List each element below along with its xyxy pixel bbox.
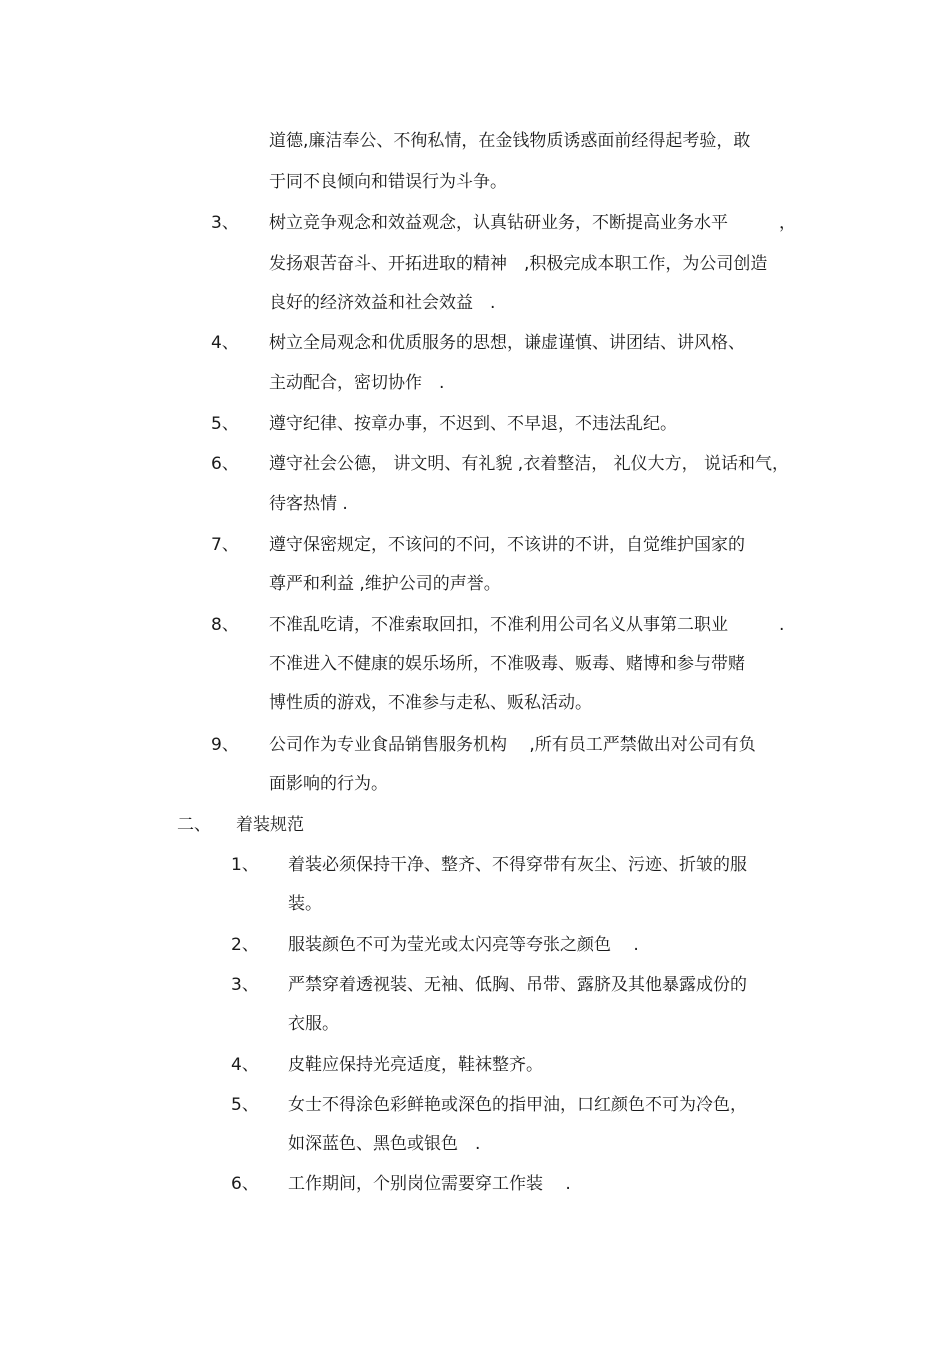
list-item-number: 4、 xyxy=(211,333,239,353)
list-item-line: 工作期间，个别岗位需要穿工作装 . xyxy=(288,1174,571,1194)
list-item-line: 着装必须保持干净、整齐、不得穿带有灰尘、污迹、折皱的服 xyxy=(288,855,747,875)
list-item-line: 尊严和利益 ,维护公司的声誉。 xyxy=(269,574,501,594)
list-item-line: 女士不得涂色彩鲜艳或深色的指甲油，口红颜色不可为冷色， xyxy=(288,1095,747,1115)
list-item-line: 主动配合，密切协作 . xyxy=(269,373,445,393)
list-item-line: 如深蓝色、黑色或银色 . xyxy=(288,1134,481,1154)
list-item-line: 严禁穿着透视装、无袖、低胸、吊带、露脐及其他暴露成份的 xyxy=(288,975,747,995)
list-item-line: 发扬艰苦奋斗、开拓进取的精神 ,积极完成本职工作，为公司创造 xyxy=(269,254,768,274)
list-item-line: 待客热情 . xyxy=(269,494,348,514)
list-item-number: 2、 xyxy=(231,935,259,955)
list-item-number: 3、 xyxy=(211,213,239,233)
section-title: 着装规范 xyxy=(236,815,304,835)
list-item-line: 皮鞋应保持光亮适度，鞋袜整齐。 xyxy=(288,1055,543,1075)
list-item-number: 5、 xyxy=(231,1095,259,1115)
list-item-number: 7、 xyxy=(211,535,239,555)
list-item-line: 良好的经济效益和社会效益 . xyxy=(269,293,496,313)
list-item-line: 遵守社会公德， 讲文明、有礼貌 ,衣着整洁， 礼仪大方， 说话和气， xyxy=(269,454,790,474)
list-item-number: 3、 xyxy=(231,975,259,995)
list-item-line: 遵守纪律、按章办事，不迟到、不早退，不违法乱纪。 xyxy=(269,414,677,434)
list-item-number: 4、 xyxy=(231,1055,259,1075)
list-item-number: 6、 xyxy=(211,454,239,474)
list-item-line: 树立竞争观念和效益观念，认真钻研业务，不断提高业务水平 ， xyxy=(269,213,796,233)
list-item-line: 博性质的游戏，不准参与走私、贩私活动。 xyxy=(269,693,592,713)
carry-over-line-1: 道德,廉洁奉公、不徇私情，在金钱物质诱惑面前经得起考验，敢 xyxy=(269,131,751,151)
list-item-number: 9、 xyxy=(211,735,239,755)
list-item-line: 不准进入不健康的娱乐场所，不准吸毒、贩毒、赌博和参与带赌 xyxy=(269,654,745,674)
list-item-line: 遵守保密规定，不该问的不问，不该讲的不讲，自觉维护国家的 xyxy=(269,535,745,555)
list-item-number: 5、 xyxy=(211,414,239,434)
list-item-line: 面影响的行为。 xyxy=(269,774,388,794)
list-item-number: 8、 xyxy=(211,615,239,635)
list-item-number: 1、 xyxy=(231,855,259,875)
list-item-line: 树立全局观念和优质服务的思想，谦虚谨慎、讲团结、讲风格、 xyxy=(269,333,745,353)
list-item-line: 装。 xyxy=(288,894,322,914)
carry-over-line-2: 于同不良倾向和错误行为斗争。 xyxy=(269,172,507,192)
list-item-line: 不准乱吃请，不准索取回扣，不准利用公司名义从事第二职业 . xyxy=(269,615,785,635)
section-number: 二、 xyxy=(177,815,211,835)
list-item-number: 6、 xyxy=(231,1174,259,1194)
list-item-line: 衣服。 xyxy=(288,1014,339,1034)
list-item-line: 公司作为专业食品销售服务机构 ,所有员工严禁做出对公司有负 xyxy=(269,735,756,755)
list-item-line: 服装颜色不可为莹光或太闪亮等夸张之颜色 . xyxy=(288,935,639,955)
